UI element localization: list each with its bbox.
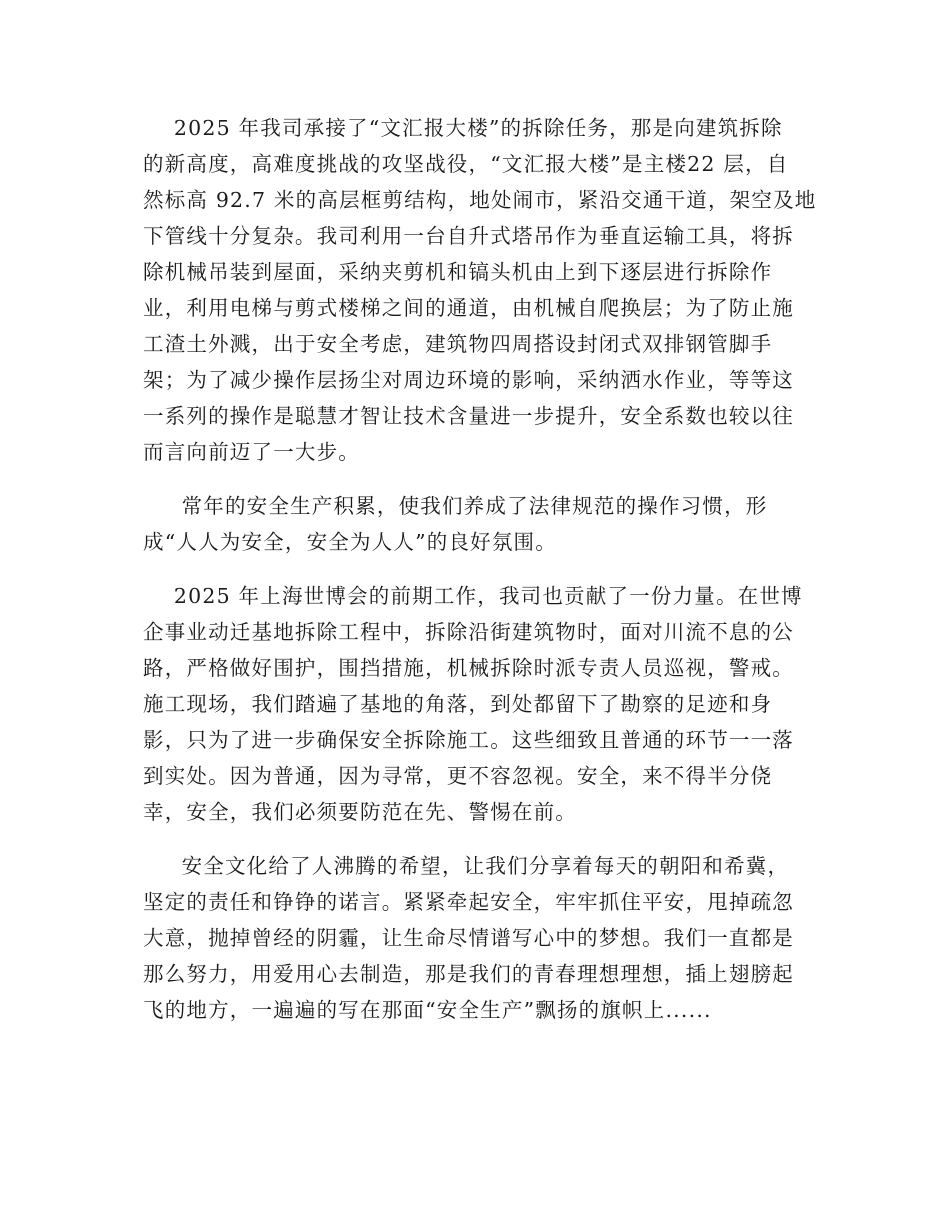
text-line: 那么努力，用爱用心去制造，那是我们的青春理想理想，插上翅膀起: [143, 962, 794, 986]
paragraph-spacing: [143, 830, 806, 848]
paragraph-safety-habits: [143, 488, 806, 560]
text-line: 幸，安全，我们必须要防范在先、警惕在前。: [143, 800, 577, 824]
text-line: 除机械吊装到屋面，采纳夹剪机和镐头机由上到下逐层进行拆除作: [143, 260, 773, 284]
paragraph-expo-work: [143, 578, 806, 830]
paragraph-safety-culture: [143, 848, 806, 1028]
text-line: 到实处。因为普通，因为寻常，更不容忽视。安全，来不得半分侥: [143, 764, 773, 788]
text-line: 2025 年我司承接了“文汇报大楼”的拆除任务，那是向建筑拆除: [143, 116, 783, 140]
text-line: 成“人人为安全，安全为人人”的良好氛围。: [143, 530, 557, 554]
text-line: 2025 年上海世博会的前期工作，我司也贡献了一份力量。在世博: [143, 584, 803, 608]
text-line: 安全文化给了人沸腾的希望，让我们分享着每天的朝阳和希冀，: [143, 854, 790, 878]
text-line: 企事业动迁基地拆除工程中，拆除沿街建筑物时，面对川流不息的公: [143, 620, 794, 644]
text-line: 影，只为了进一步确保安全拆除施工。这些细致且普通的环节一一落: [143, 728, 794, 752]
text-line: 下管线十分复杂。我司利用一台自升式塔吊作为垂直运输工具，将拆: [143, 224, 794, 248]
text-line: 业，利用电梯与剪式楼梯之间的通道，由机械自爬换层；为了防止施: [143, 296, 794, 320]
text-line: 然标高 92.7 米的高层框剪结构，地处闹市，紧沿交通干道，架空及地: [143, 188, 817, 212]
text-line: 常年的安全生产积累，使我们养成了法律规范的操作习惯，形: [143, 494, 768, 518]
text-line: 大意，抛掉曾经的阴霾，让生命尽情谱写心中的梦想。我们一直都是: [143, 926, 794, 950]
paragraph-wenhuibao-demolition: [143, 110, 817, 470]
text-line: 飞的地方，一遍遍的写在那面“安全生产”飘扬的旗帜上......: [143, 998, 712, 1022]
text-line: 施工现场，我们踏遍了基地的角落，到处都留下了勘察的足迹和身: [143, 692, 773, 716]
text-line: 路，严格做好围护，围挡措施，机械拆除时派专责人员巡视，警戒。: [143, 656, 794, 680]
text-line: 的新高度，高难度挑战的攻坚战役，“文汇报大楼”是主楼22 层，自: [143, 152, 789, 176]
paragraph-spacing: [143, 560, 806, 578]
text-line: 而言向前迈了一大步。: [143, 440, 360, 464]
text-line: 一系列的操作是聪慧才智让技术含量进一步提升，安全系数也较以往: [143, 404, 794, 428]
text-line: 工渣土外溅，出于安全考虑，建筑物四周搭设封闭式双排钢管脚手: [143, 332, 773, 356]
text-line: 坚定的责任和铮铮的诺言。紧紧牵起安全，牢牢抓住平安，甩掉疏忽: [143, 890, 794, 914]
paragraph-spacing: [143, 470, 806, 488]
text-line: 架；为了减少操作层扬尘对周边环境的影响，采纳洒水作业，等等这: [143, 368, 794, 392]
document-body: [143, 110, 817, 1028]
